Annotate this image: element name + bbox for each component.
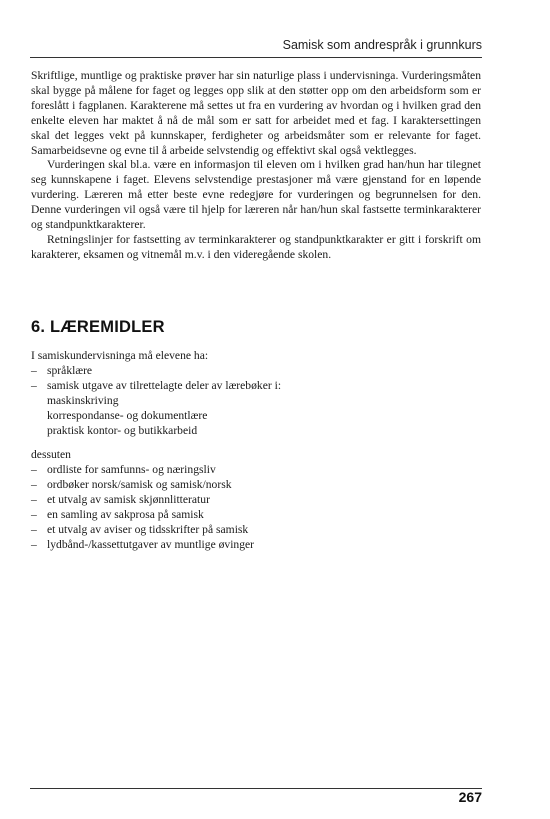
footer-rule xyxy=(30,788,482,789)
required-materials-list xyxy=(31,364,481,394)
list-item: – en samling av sakprosa på samisk xyxy=(31,508,481,523)
materials-list-block xyxy=(31,349,481,553)
running-head: Samisk som andrespråk i grunnkurs xyxy=(282,38,482,52)
list-item: – ordbøker norsk/samisk og samisk/norsk xyxy=(31,478,481,493)
sub-item: praktisk kontor- og butikkarbeid xyxy=(47,423,198,437)
list-item: – samisk utgave av tilrettelagte deler av lærebøker i: xyxy=(31,379,481,394)
page-number: 267 xyxy=(458,789,482,805)
additional-materials-list xyxy=(31,463,481,552)
sub-item: maskinskriving xyxy=(47,393,119,407)
section-heading: 6. LÆREMIDLER xyxy=(31,318,165,336)
list-item: – lydbånd-/kassettutgaver av muntlige øvinger xyxy=(31,538,481,553)
paragraph-assessment: Skriftlige, muntlige og praktiske prøver har sin naturlige plass i undervisninga. Vurderingsmåten skal bygge på målene for faget og legges opp slik at den støtter opp om den arbeidsform som er foreslått i fagplanen. Karakterene må settes ut fra en vurdering av hvordan og i hvilken grad den enkelte eleven har maktet å nå de mål som er satt for arbeidet med et fag. I karaktersettingen skal det legges vekt på kunnskaper, ferdigheter og arbeidsmåter som er relevante for faget. Samarbeidsevne og evne til å arbeide selvstendig og effektivt skal også vektlegges. xyxy=(31,69,481,157)
list-item: – ordliste for samfunns- og næringsliv xyxy=(31,463,481,478)
sub-item: korrespondanse- og dokumentlære xyxy=(47,408,208,422)
list-intro: I samiskundervisninga må elevene ha: xyxy=(31,349,209,362)
list-item: – språklære xyxy=(31,364,481,379)
paragraph-evaluation: Vurderingen skal bl.a. være en informasjon til eleven om i hvilken grad han/hun har tilegnet seg kunnskapene i faget. Elevens selvstendige prestasjoner må være gjenstand for en løpende vurdering. Læreren må etter beste evne redegjøre for vurderingen og begrunnelsen for den. Denne vurderingen vil også være til hjelp for læreren når han/hun skal fastsette terminkarakterer og standpunktkarakterer. xyxy=(31,158,481,232)
header-rule xyxy=(30,57,482,58)
paragraph-guidelines: Retningslinjer for fastsetting av terminkarakterer og standpunktkarakter er gitt i forskrift om karakterer, eksamen og vitnemål m.v. i den videregående skolen. xyxy=(31,232,481,261)
list-item: – et utvalg av aviser og tidsskrifter på samisk xyxy=(31,523,481,538)
list-item: – et utvalg av samisk skjønnlitteratur xyxy=(31,493,481,508)
textbook-subjects xyxy=(31,394,481,439)
dessuten-label: dessuten xyxy=(31,448,71,462)
body-text xyxy=(31,69,481,263)
